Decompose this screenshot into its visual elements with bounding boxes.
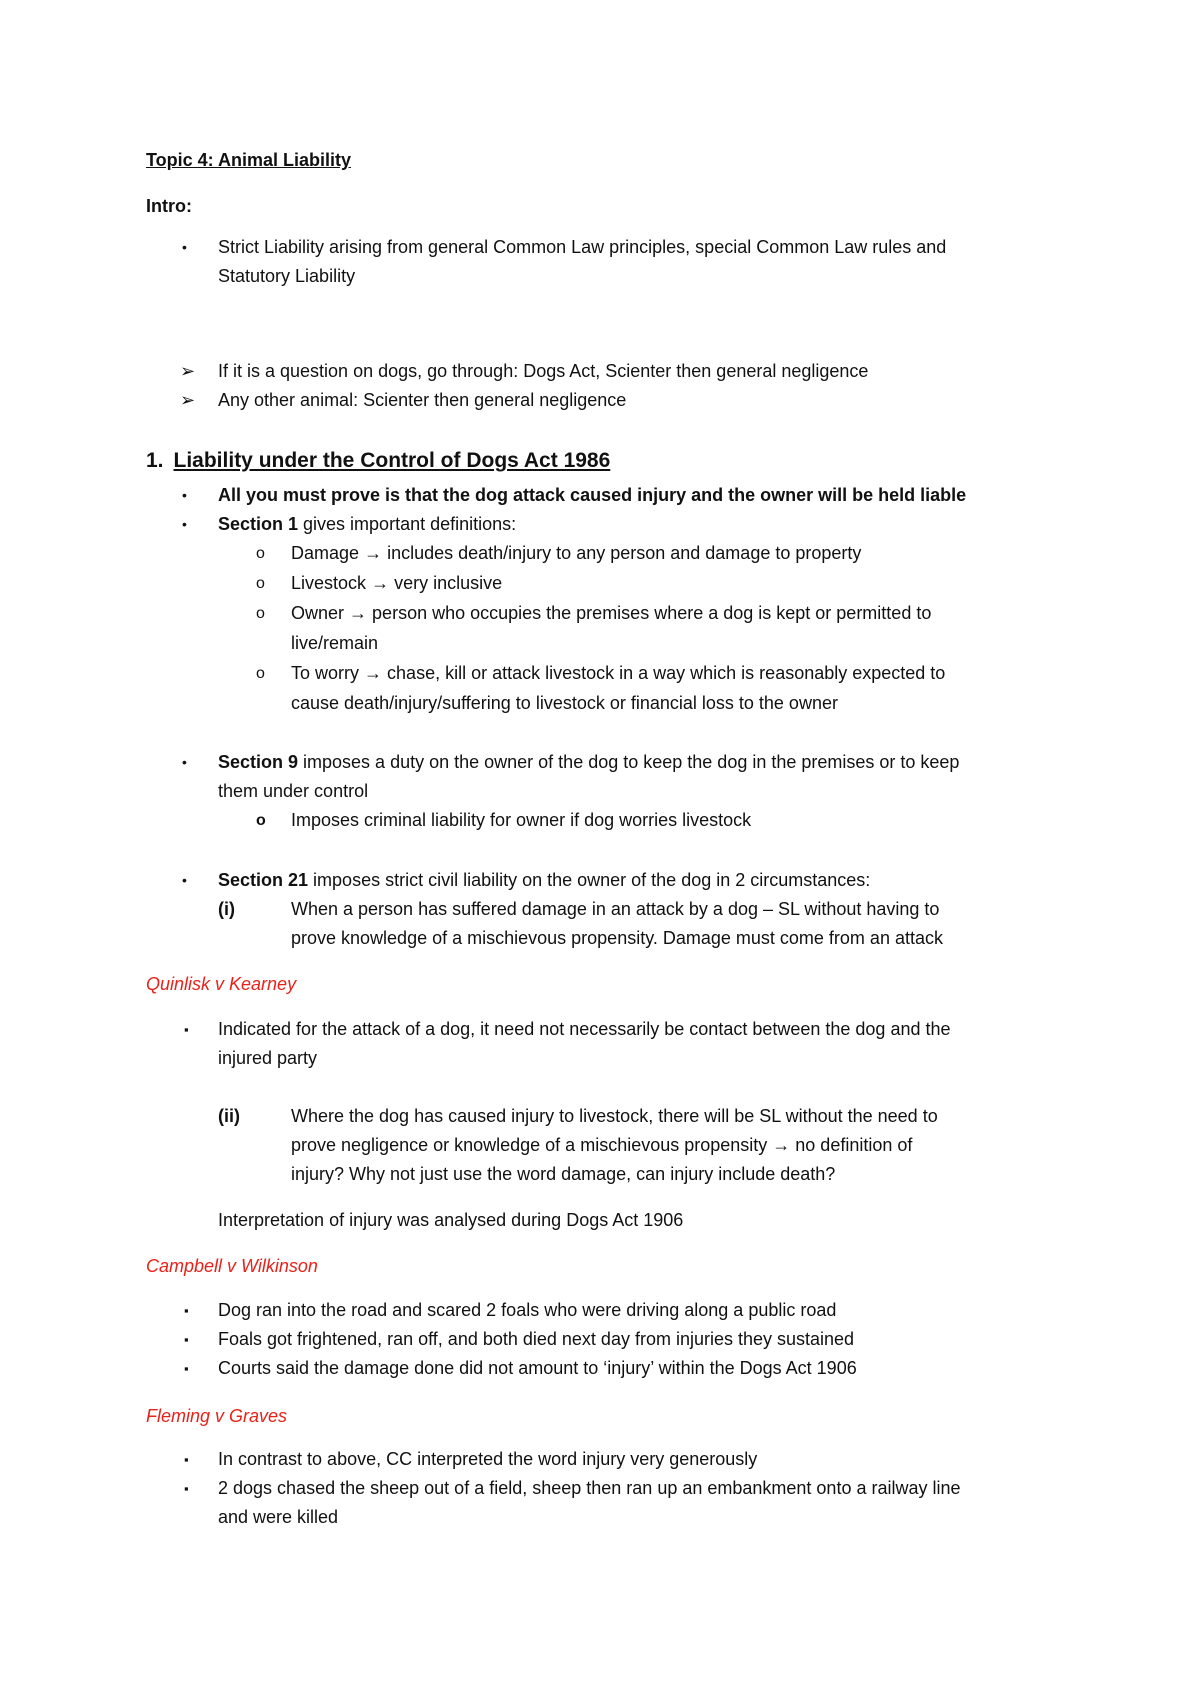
case-name: Campbell v Wilkinson	[146, 1256, 318, 1276]
definition-continuation: cause death/injury/suffering to livestock or financial loss to the owner	[291, 693, 838, 713]
definition-continuation: live/remain	[291, 633, 379, 653]
case-point: Courts said the damage done did not amount to ‘injury’ within the Dogs Act 1906	[218, 1358, 857, 1378]
bullet-icon: •	[182, 487, 187, 503]
section9-line	[218, 748, 959, 777]
section21-line	[218, 866, 870, 895]
section9-text: imposes a duty on the owner of the dog to keep the dog in the premises or to keep	[298, 752, 960, 772]
section1-line	[218, 510, 516, 539]
section-heading-text: Liability under the Control of Dogs Act 1986	[173, 449, 611, 472]
square-bullet-icon: ▪	[184, 1361, 189, 1376]
section-heading	[146, 446, 610, 475]
circle-bullet-icon: o	[256, 605, 265, 622]
section9-sub: Imposes criminal liability for owner if dog worries livestock	[291, 810, 752, 830]
page-title: Topic 4: Animal Liability	[146, 150, 352, 170]
case-point: Indicated for the attack of a dog, it need not necessarily be contact between the dog and the	[218, 1019, 951, 1039]
roman-label: (ii)	[218, 1106, 240, 1126]
intro-label: Intro:	[146, 196, 192, 216]
definition-term: Damage	[291, 543, 360, 563]
definition-term: Livestock	[291, 573, 367, 593]
definition-text: person who occupies the premises where a dog is kept or permitted to	[372, 603, 932, 623]
section1-label: Section 1	[218, 514, 299, 534]
arrow-item: If it is a question on dogs, go through: Dogs Act, Scienter then general negligence	[218, 361, 869, 381]
circumstance-text: Where the dog has caused injury to livestock, there will be SL without the need to	[291, 1106, 938, 1126]
definition-text: includes death/injury to any person and damage to property	[387, 543, 862, 563]
section9-continuation: them under control	[218, 781, 369, 801]
right-arrow-icon: →	[364, 543, 383, 563]
arrow-item: Any other animal: Scienter then general negligence	[218, 390, 627, 410]
square-bullet-icon: ▪	[184, 1452, 189, 1467]
circle-bullet-icon: o	[256, 812, 266, 829]
case-point: Dog ran into the road and scared 2 foals who were driving along a public road	[218, 1300, 837, 1320]
right-arrow-icon: →	[364, 663, 383, 683]
circumstance-text-part: no definition of	[790, 1135, 913, 1155]
intro-bullet-line: Strict Liability arising from general Common Law principles, special Common Law rules and	[218, 237, 947, 257]
section21-label: Section 21	[218, 870, 309, 890]
bullet-icon: •	[182, 872, 187, 888]
case-point: injured party	[218, 1048, 318, 1068]
definition-term: To worry	[291, 663, 360, 683]
case-point: 2 dogs chased the sheep out of a field, sheep then ran up an embankment onto a railway line	[218, 1478, 961, 1498]
intro-bullet-line: Statutory Liability	[218, 266, 356, 286]
section9-label: Section 9	[218, 752, 299, 772]
square-bullet-icon: ▪	[184, 1022, 189, 1037]
bullet-icon: •	[182, 239, 187, 255]
section21-text: imposes strict civil liability on the owner of the dog in 2 circumstances:	[308, 870, 871, 890]
definition-item	[291, 659, 945, 688]
circle-bullet-icon: o	[256, 575, 265, 592]
definition-item	[291, 569, 502, 598]
square-bullet-icon: ▪	[184, 1481, 189, 1496]
case-point: In contrast to above, CC interpreted the word injury very generously	[218, 1449, 758, 1469]
circumstance-text-part: prove negligence or knowledge of a mischievous propensity	[291, 1135, 773, 1155]
bullet-icon: •	[182, 754, 187, 770]
circumstance-text: When a person has suffered damage in an attack by a dog – SL without having to	[291, 899, 940, 919]
definition-item	[291, 599, 931, 628]
right-arrow-icon: →	[772, 1135, 791, 1155]
bullet-icon: •	[182, 516, 187, 532]
circumstance-text	[291, 1131, 912, 1160]
case-name: Fleming v Graves	[146, 1406, 288, 1426]
definition-text: chase, kill or attack livestock in a way which is reasonably expected to	[387, 663, 946, 683]
circle-bullet-icon: o	[256, 545, 265, 562]
case-point: and were killed	[218, 1507, 339, 1527]
square-bullet-icon: ▪	[184, 1332, 189, 1347]
roman-label: (i)	[218, 899, 235, 919]
section-number: 1.	[146, 449, 164, 472]
definition-item	[291, 539, 861, 568]
right-arrow-icon: →	[349, 603, 368, 623]
arrow-bullet-icon: ➢	[180, 361, 196, 381]
interpretation-note: Interpretation of injury was analysed during Dogs Act 1906	[218, 1210, 684, 1230]
circumstance-text: prove knowledge of a mischievous propensity. Damage must come from an attack	[291, 928, 943, 948]
prove-statement: All you must prove is that the dog attack caused injury and the owner will be held liable	[218, 485, 967, 505]
circumstance-text: injury? Why not just use the word damage, can injury include death?	[291, 1164, 836, 1184]
definition-term: Owner	[291, 603, 345, 623]
square-bullet-icon: ▪	[184, 1303, 189, 1318]
arrow-bullet-icon: ➢	[180, 390, 196, 410]
section1-text: gives important definitions:	[298, 514, 517, 534]
right-arrow-icon: →	[371, 573, 390, 593]
case-point: Foals got frightened, ran off, and both died next day from injuries they sustained	[218, 1329, 855, 1349]
circle-bullet-icon: o	[256, 665, 265, 682]
definition-text: very inclusive	[394, 573, 503, 593]
case-name: Quinlisk v Kearney	[146, 974, 297, 994]
